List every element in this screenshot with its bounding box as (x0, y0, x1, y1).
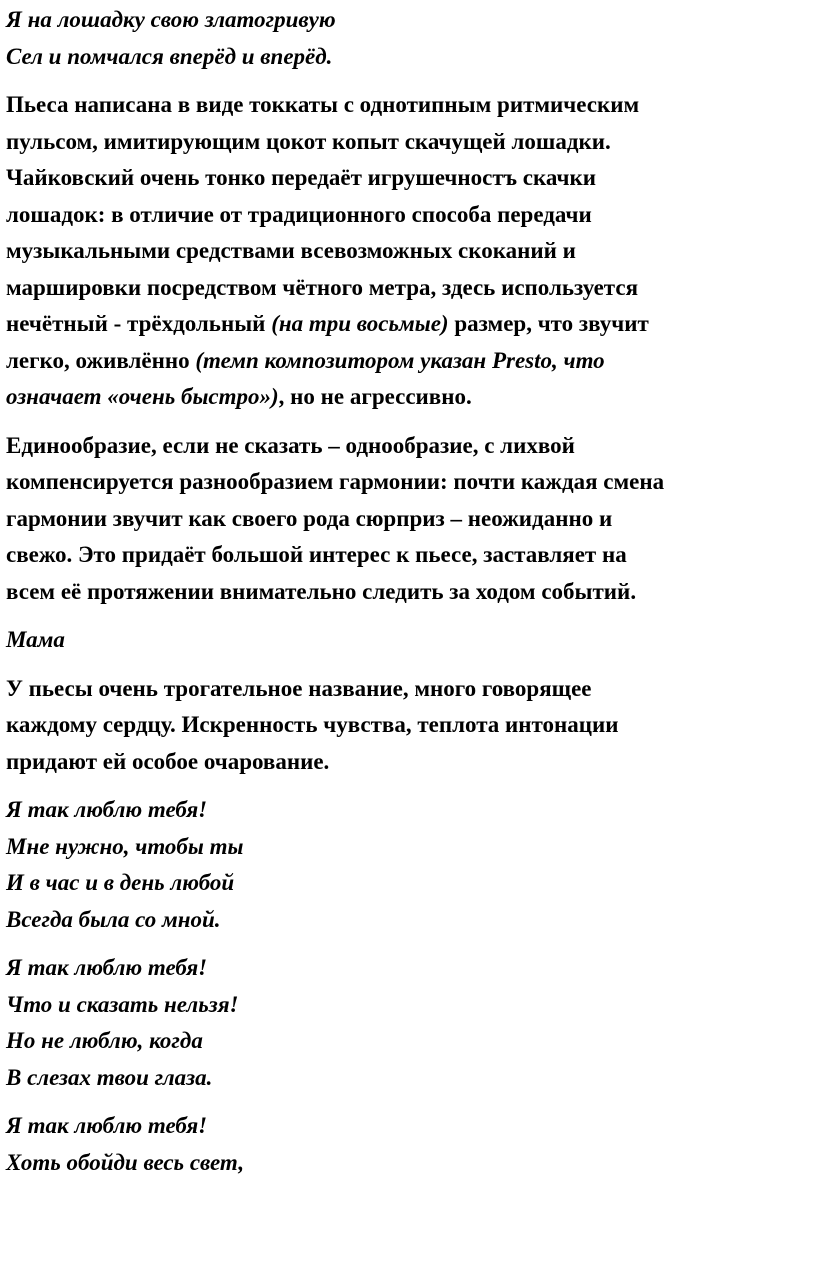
text-run: легко, оживлённо (6, 347, 196, 373)
text-line: каждому сердцу. Искренность чувства, теплота интонации (6, 712, 619, 737)
text-line: Чайковский очень тонко передаёт игрушечностъ скачки (6, 165, 596, 190)
text-line (6, 379, 810, 416)
text-line (6, 306, 810, 343)
text-line: лошадок: в отличие от традиционного способа передачи (6, 201, 592, 227)
text-line: У пьесы очень трогательное название, много говорящее (6, 675, 592, 701)
italic-run: означает «очень быстро») (6, 384, 279, 409)
text-line: компенсируется разнообразием гармонии: почти каждая смена (6, 469, 665, 494)
verse-line: Всегда была со мной. (6, 906, 221, 932)
text-line (6, 343, 810, 380)
verse-line: Но не люблю, когда (6, 1028, 203, 1053)
paragraph-harmony (6, 428, 810, 611)
paragraph-toccata (6, 87, 810, 416)
text-line: маршировки посредством чётного метра, здесь используется (6, 274, 639, 300)
verse-line: Хоть обойди весь свет, (6, 1149, 245, 1175)
section-heading-mama: Мама (6, 627, 65, 652)
text-run: , но не агрессивно. (278, 384, 472, 409)
italic-run: (темп композитором указан Presto, что (195, 347, 605, 373)
paragraph-mama (6, 671, 810, 781)
text-line: Пьеса написана в виде токкаты с однотипным ритмическим (6, 92, 640, 117)
verse-line: Мне нужно, чтобы ты (6, 833, 244, 859)
text-line: свежо. Это придаёт большой интерес к пьесе, заставляет на (6, 542, 627, 567)
verse-intro (6, 2, 810, 75)
verse-line: И в час и в день любой (6, 870, 235, 895)
verse-stanza-2 (6, 950, 810, 1096)
text-line: всем её протяжении внимательно следить за ходом событий. (6, 578, 637, 604)
verse-line: Я на лошадку свою златогривую (6, 7, 336, 32)
italic-run: (на три восьмые) (271, 311, 449, 336)
verse-stanza-1 (6, 792, 810, 938)
text-line: придают ей особое очарование. (6, 748, 330, 774)
verse-line: Сел и помчался вперёд и вперёд. (6, 43, 333, 69)
verse-line: В слезах твои глаза. (6, 1064, 213, 1090)
text-run: размер, что звучит (448, 311, 649, 336)
verse-line: Я так люблю тебя! (6, 1113, 208, 1138)
verse-line: Я так люблю тебя! (6, 955, 208, 980)
text-line: гармонии звучит как своего рода сюрприз – неожиданно и (6, 505, 613, 531)
text-line: пульсом, имитирующим цокот копыт скачущей лошадки. (6, 128, 611, 154)
verse-stanza-3 (6, 1108, 810, 1181)
verse-line: Я так люблю тебя! (6, 797, 208, 822)
verse-line: Что и сказать нельзя! (6, 991, 239, 1017)
text-line: Единообразие, если не сказать – однообразие, с лихвой (6, 432, 575, 458)
text-line: музыкальными средствами всевозможных скоканий и (6, 238, 576, 263)
text-run: нечётный - трёхдольный (6, 311, 272, 336)
